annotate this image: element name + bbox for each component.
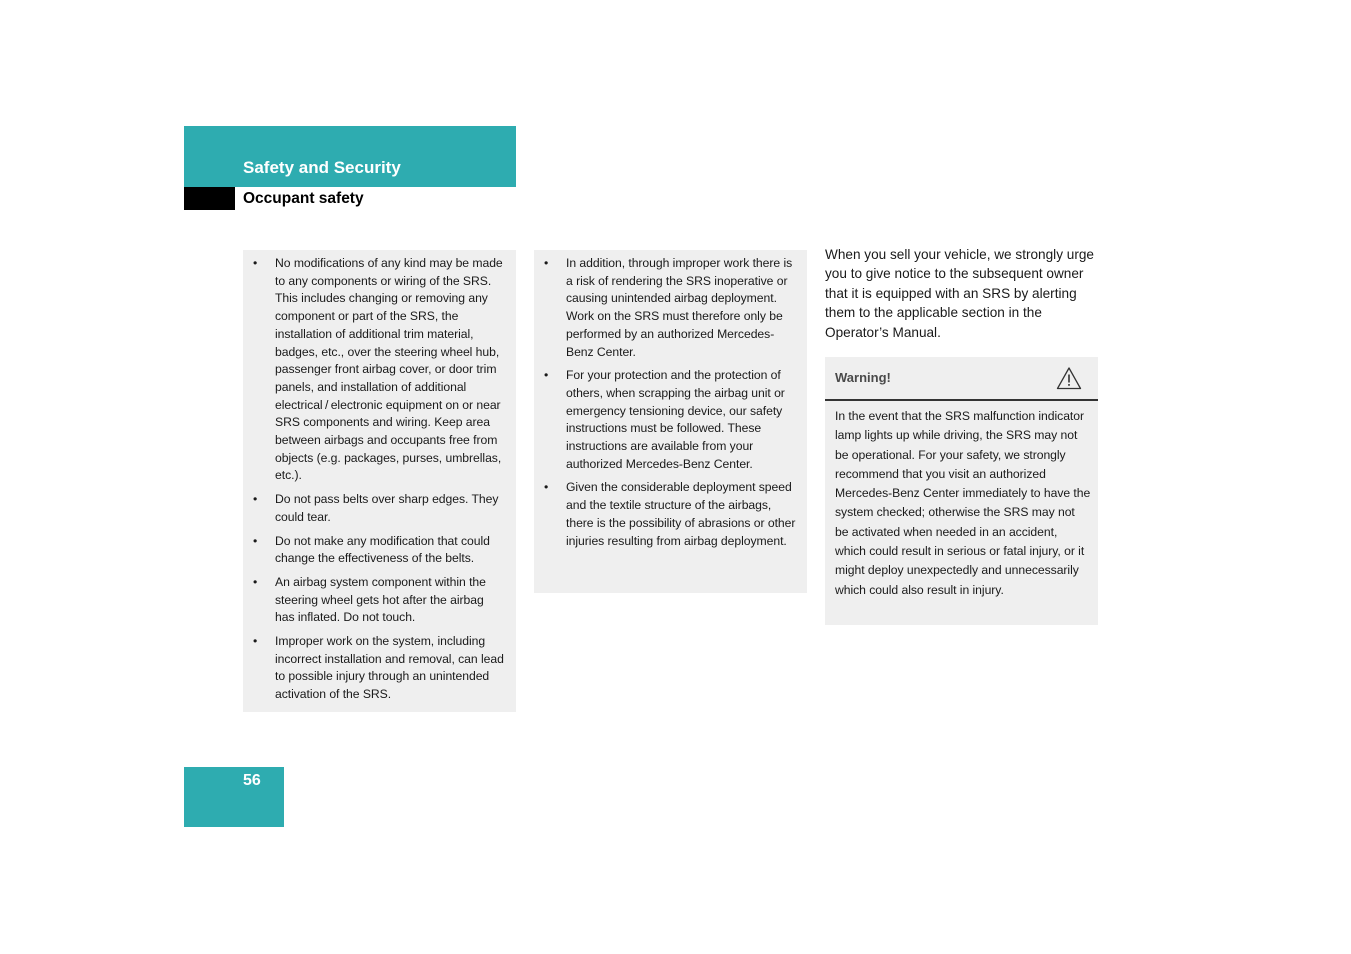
bullet-icon: • — [253, 256, 258, 270]
bullet-icon: • — [544, 256, 549, 270]
list-item-text: For your protection and the protection of others, when scrapping the airbag unit or emergency tensioning device, our safety instructions must be followed. These instructions are available from your authorized Mercedes-Benz Center. — [566, 368, 785, 471]
warning-header — [825, 357, 1098, 401]
bullet-icon: • — [544, 480, 549, 495]
bullet-icon: • — [253, 634, 258, 649]
list-item-text: Improper work on the system, including incorrect installation and removal, can lead to possible injury through an unintended activation of the SRS. — [275, 634, 504, 702]
section-marker — [184, 187, 235, 210]
list-item — [253, 533, 506, 568]
warning-text: In the event that the SRS malfunction indicator lamp lights up while driving, the SRS may not be operational. For your safety, we strongly recommend that you visit an authorized Mercedes-Benz Center immediately to have the system checked; otherwise the SRS may not be activated when needed in an accident, which could result in serious or fatal injury, or it might deploy unexpectedly and unnecessarily which could also result in injury. — [835, 409, 1091, 597]
list-item-text: No modifications of any kind may be made to any components or wiring of the SRS. This includes changing or removing any component or part of the SRS, the installation of additional trim material, badges, etc., over the steering wheel hub, passenger front airbag cover, or door trim panels, and installation of additional electrical / electronic equipment on or near SRS components and wiring. Keep area between airbags and occupants free from objects (e.g. packages, purses, umbrellas, etc.). — [275, 256, 503, 483]
bullet-icon: • — [253, 492, 258, 507]
intro-paragraph: When you sell your vehicle, we strongly urge you to give notice to the subsequent owner that it is equipped with an SRS by alerting them to the applicable section in the Operator’s Manual. — [825, 247, 1094, 340]
list-item-text: An airbag system component within the steering wheel gets hot after the airbag has inflated. Do not touch. — [275, 574, 486, 625]
left-info-box — [243, 250, 516, 712]
page-number: 56 — [243, 772, 261, 789]
left-bullet-list — [253, 255, 506, 704]
middle-bullet-list — [544, 255, 797, 550]
page-number-tab — [184, 767, 284, 827]
list-item — [253, 491, 506, 526]
middle-info-box — [534, 250, 807, 593]
warning-box — [825, 357, 1098, 625]
bullet-icon: • — [253, 533, 258, 548]
list-item-text: Given the considerable deployment speed and the textile structure of the airbags, there is the possibility of abrasions or other injuries resulting from airbag deployment. — [566, 480, 796, 548]
list-item — [544, 479, 797, 550]
list-item — [544, 367, 797, 473]
list-item — [253, 574, 506, 627]
subsection-title: Occupant safety — [243, 190, 364, 207]
list-item — [253, 633, 506, 704]
list-item-text: Do not make any modification that could change the effectiveness of the belts. — [275, 533, 490, 566]
list-item-text: Do not pass belts over sharp edges. They could tear. — [275, 492, 499, 524]
list-item — [253, 255, 506, 485]
bullet-icon: • — [253, 574, 258, 589]
list-item — [544, 255, 797, 361]
warning-label: Warning! — [835, 370, 891, 385]
list-item-text: In addition, through improper work there is a risk of rendering the SRS inoperative or causing unintended airbag deployment. Work on the SRS must therefore only be performed by an authorized Mercedes-Benz Center. — [566, 256, 793, 359]
warning-triangle-icon — [1056, 366, 1082, 390]
section-title: Safety and Security — [243, 158, 401, 177]
bullet-icon: • — [544, 368, 549, 383]
